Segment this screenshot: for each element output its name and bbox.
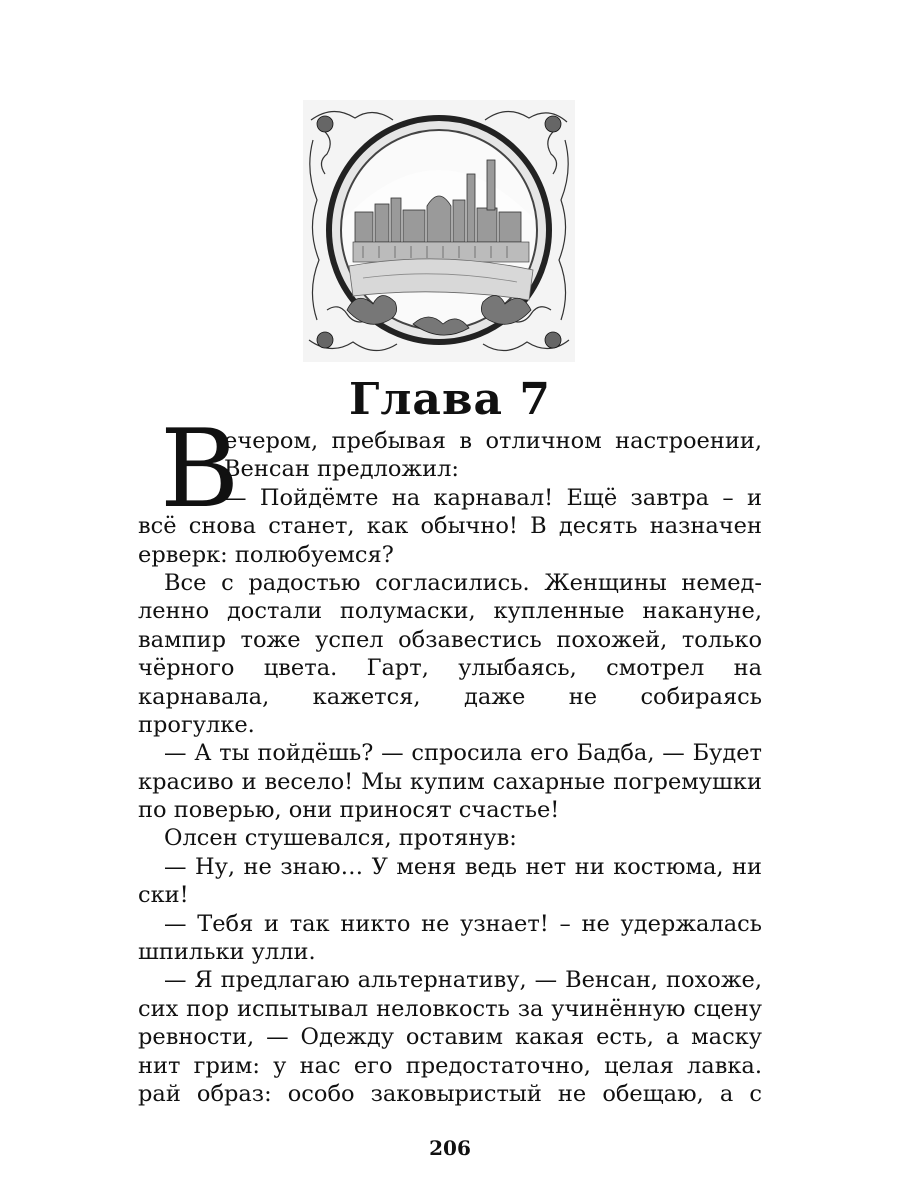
text-line: — Тебя и так никто не узнает! – не удержалась xyxy=(164,910,762,937)
text-line: — Ну, не знаю… У меня ведь нет ни костюма, ни xyxy=(164,853,762,880)
text-line: вампир тоже успел обзавестись похожей, только xyxy=(138,626,762,653)
page-number: 206 xyxy=(429,1136,471,1160)
text-line: шпильки улли. xyxy=(138,939,316,966)
text-line: по поверью, они приносят счастье! xyxy=(138,797,560,824)
drop-cap: В xyxy=(160,407,240,532)
text-line: красиво и весело! Мы купим сахарные погремушки xyxy=(138,768,762,795)
text-line: Олсен стушевался, протянув: xyxy=(164,825,517,852)
text-line: ерверк: полюбуемся? xyxy=(138,541,394,568)
text-line: карнавала, кажется, даже не собираясь xyxy=(138,683,762,710)
text-line: сих пор испытывал неловкость за учинённую сцену xyxy=(138,995,762,1022)
text-line: всё снова станет, как обычно! В десять назначен xyxy=(138,513,762,540)
text-line: нит грим: у нас его предостаточно, целая лавка. xyxy=(138,1052,762,1079)
text-line: — А ты пойдёшь? — спросила его Бадба, — Будет xyxy=(164,740,762,767)
text-line: прогулке. xyxy=(138,711,255,738)
text-line: — Я предлагаю альтернативу, — Венсан, похоже, xyxy=(164,967,762,994)
text-line: ски! xyxy=(138,882,189,909)
text-line: ленно достали полумаски, купленные накануне, xyxy=(138,598,762,625)
text-line: чёрного цвета. Гарт, улыбаясь, смотрел на xyxy=(138,655,762,682)
text-line: — Пойдёмте на карнавал! Ещё завтра – и xyxy=(224,484,762,511)
chapter-title: Глава 7 xyxy=(349,374,551,425)
text-line: рай образ: особо заковыристый не обещаю, а с xyxy=(138,1080,762,1107)
text-line: ревности, — Одежду оставим какая есть, а маску xyxy=(138,1024,762,1051)
text-line: ечером, пребывая в отличном настроении, xyxy=(224,428,762,454)
body-text xyxy=(138,427,762,1108)
text-line: Венсан предложил: xyxy=(224,456,459,483)
chapter-illustration xyxy=(303,100,575,362)
text-line: Все с радостью согласились. Женщины немед- xyxy=(164,569,762,596)
